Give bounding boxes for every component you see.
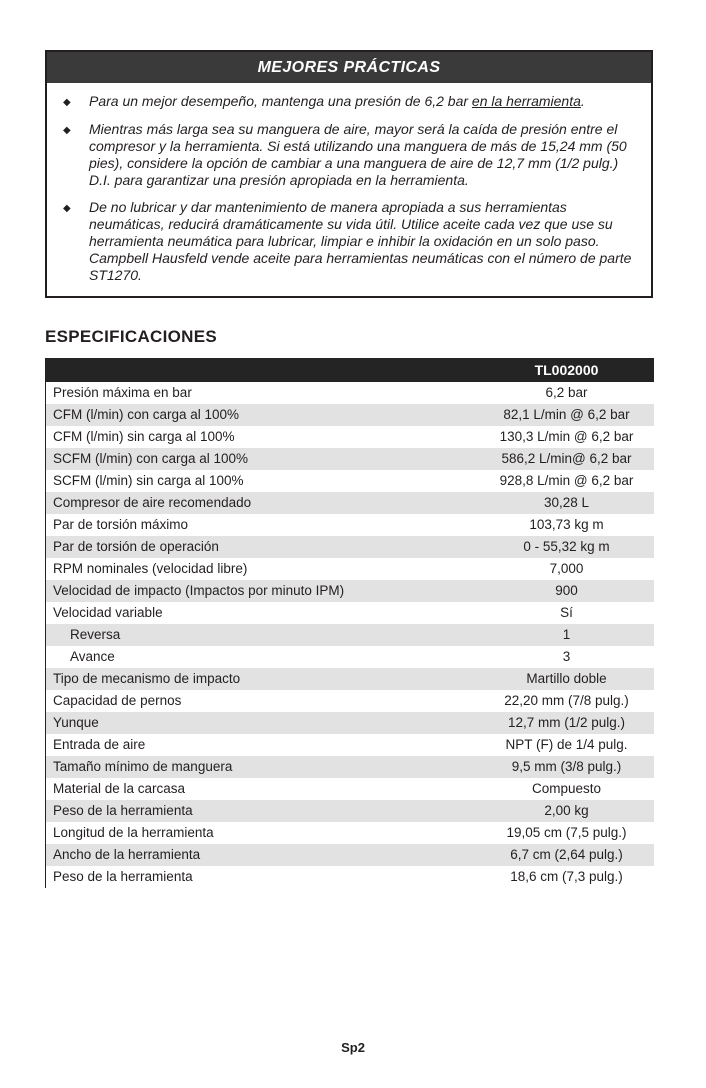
page-number: Sp2 [341, 1040, 365, 1055]
spec-row [46, 800, 654, 822]
spec-label: RPM nominales (velocidad libre) [53, 561, 248, 576]
spec-row [46, 558, 654, 580]
diamond-bullet-icon: ◆ [63, 125, 71, 136]
spec-label: Entrada de aire [53, 737, 146, 752]
spec-value: 130,3 L/min @ 6,2 bar [499, 429, 634, 444]
spec-label: SCFM (l/min) sin carga al 100% [53, 473, 244, 488]
spec-row [46, 580, 654, 602]
spec-value: 9,5 mm (3/8 pulg.) [511, 759, 622, 774]
spec-table-body [46, 382, 654, 888]
spec-value: 6,2 bar [545, 385, 588, 400]
bullet-item [63, 93, 645, 111]
spec-value: 1 [562, 627, 571, 642]
spec-value: 0 - 55,32 kg m [523, 539, 610, 554]
spec-value: 19,05 cm (7,5 pulg.) [506, 825, 627, 840]
spec-row [46, 690, 654, 712]
bullet-text: Para un mejor desempeño, mantenga una presión de 6,2 bar en la herramienta. [89, 93, 585, 109]
spec-value: 18,6 cm (7,3 pulg.) [510, 869, 623, 884]
spec-label: Avance [70, 649, 115, 664]
spec-value: 82,1 L/min @ 6,2 bar [503, 407, 630, 422]
spec-row [46, 844, 654, 866]
spec-label: Yunque [53, 715, 99, 730]
spec-value: 900 [555, 583, 578, 598]
spec-label: Capacidad de pernos [53, 693, 182, 708]
spec-label: Tamaño mínimo de manguera [53, 759, 233, 774]
spec-row [46, 624, 654, 646]
spec-label: Peso de la herramienta [53, 803, 193, 818]
spec-row [46, 822, 654, 844]
spec-row [46, 778, 654, 800]
spec-label: Presión máxima en bar [53, 385, 192, 400]
spec-label: Par de torsión máximo [53, 517, 189, 532]
spec-value: 7,000 [549, 561, 584, 576]
spec-row [46, 492, 654, 514]
spec-row [46, 712, 654, 734]
spec-label: Compresor de aire recomendado [53, 495, 252, 510]
spec-row [46, 404, 654, 426]
spec-value: Sí [560, 605, 573, 620]
spec-label: SCFM (l/min) con carga al 100% [53, 451, 249, 466]
diamond-bullet-icon: ◆ [63, 97, 71, 108]
spec-label: Par de torsión de operación [53, 539, 219, 554]
spec-value: 2,00 kg [544, 803, 589, 818]
spec-label: Velocidad variable [53, 605, 163, 620]
spec-row [46, 536, 654, 558]
specifications-heading: ESPECIFICACIONES [45, 327, 217, 346]
spec-value: Martillo doble [526, 671, 607, 686]
spec-value: 3 [562, 649, 571, 664]
spec-row [46, 448, 654, 470]
spec-label: Longitud de la herramienta [53, 825, 214, 840]
spec-row [46, 382, 654, 404]
spec-row [46, 602, 654, 624]
spec-value: 928,8 L/min @ 6,2 bar [499, 473, 634, 488]
spec-value: 586,2 L/min@ 6,2 bar [501, 451, 632, 466]
spec-value: 103,73 kg m [529, 517, 604, 532]
specifications-table [45, 358, 654, 888]
spec-row [46, 514, 654, 536]
best-practices-list [47, 83, 651, 296]
spec-table-header-row [46, 358, 654, 382]
bullet-item [63, 199, 645, 284]
best-practices-box [45, 50, 653, 298]
spec-value: 22,20 mm (7/8 pulg.) [504, 693, 629, 708]
spec-row [46, 470, 654, 492]
spec-value: 30,28 L [543, 495, 590, 510]
spec-label: Peso de la herramienta [53, 869, 193, 884]
spec-row [46, 646, 654, 668]
spec-value: 12,7 mm (1/2 pulg.) [507, 715, 626, 730]
bullet-text: Mientras más larga sea su manguera de aire, mayor será la caída de presión entre el compresor y la herramienta. Si está utilizando una manguera de más de 15,24 mm (50 pies), considere la opción de cambiar a una manguera de aire de 12,7 mm (1/2 pulg.) D.I. para garantizar una presión apropiada en la herramienta. [89, 121, 627, 188]
spec-row [46, 756, 654, 778]
spec-row [46, 734, 654, 756]
spec-label: Velocidad de impacto (Impactos por minuto IPM) [53, 583, 345, 598]
spec-label: Reversa [70, 627, 121, 642]
spec-value: Compuesto [531, 781, 602, 796]
underlined-phrase: en la herramienta [471, 93, 581, 109]
bullet-item [63, 121, 645, 189]
best-practices-title: MEJORES PRÁCTICAS [47, 52, 651, 83]
spec-value: 6,7 cm (2,64 pulg.) [510, 847, 623, 862]
model-column-header: TL002000 [534, 362, 599, 378]
diamond-bullet-icon: ◆ [63, 203, 71, 214]
spec-value: NPT (F) de 1/4 pulg. [505, 737, 628, 752]
spec-label: CFM (l/min) con carga al 100% [53, 407, 240, 422]
bullet-text: De no lubricar y dar mantenimiento de manera apropiada a sus herramientas neumáticas, reducirá dramáticamente su vida útil. Utilice aceite cada vez que use su herramienta neumática para lubricar, limpiar e inhibir la oxidación en un solo paso. Campbell Hausfeld vende aceite para herramientas neumáticas con el número de parte ST1270. [89, 199, 632, 283]
spec-label: Ancho de la herramienta [53, 847, 201, 862]
spec-label: Material de la carcasa [53, 781, 186, 796]
spec-row [46, 668, 654, 690]
spec-row [46, 866, 654, 888]
spec-row [46, 426, 654, 448]
spec-label: CFM (l/min) sin carga al 100% [53, 429, 235, 444]
spec-label: Tipo de mecanismo de impacto [53, 671, 241, 686]
